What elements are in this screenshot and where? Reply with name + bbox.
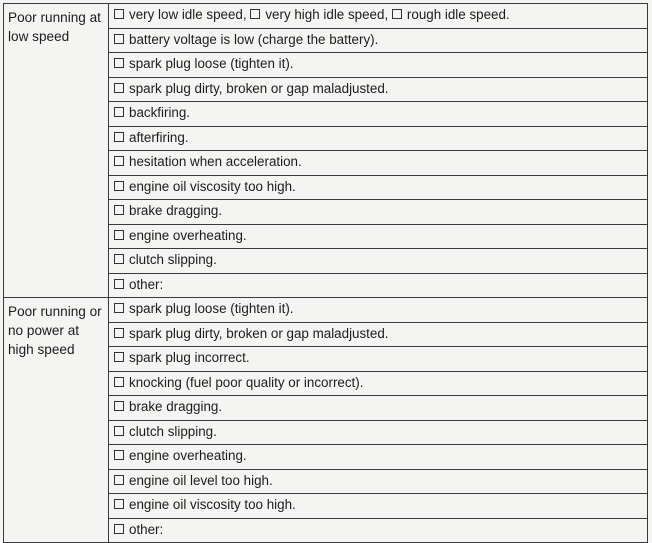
checklist-item-label: spark plug incorrect. xyxy=(129,350,250,365)
table-body xyxy=(4,4,648,543)
checkbox[interactable] xyxy=(114,401,124,411)
table-row xyxy=(4,298,648,323)
checklist-item xyxy=(109,77,648,102)
checkbox[interactable] xyxy=(114,377,124,387)
checklist-item-label: spark plug dirty, broken or gap maladjusted. xyxy=(129,325,389,341)
checklist-item xyxy=(109,518,648,543)
checkbox[interactable] xyxy=(114,279,124,289)
checklist-item-label: engine oil viscosity too high. xyxy=(129,497,296,512)
checklist-item xyxy=(109,298,648,323)
checklist-item-label: engine overheating. xyxy=(129,227,247,243)
checklist-item-label: spark plug loose (tighten it). xyxy=(129,301,294,316)
checkbox[interactable] xyxy=(114,34,124,44)
checklist-item xyxy=(109,200,648,225)
checkbox[interactable] xyxy=(114,524,124,534)
checkbox[interactable] xyxy=(114,254,124,264)
checklist-item xyxy=(109,4,648,29)
checkbox[interactable] xyxy=(114,303,124,313)
checkbox[interactable] xyxy=(114,9,124,19)
checklist-item-label: spark plug dirty, broken or gap maladjusted. xyxy=(129,80,389,96)
checklist-item xyxy=(109,445,648,470)
checklist-item xyxy=(109,322,648,347)
checkbox[interactable] xyxy=(114,328,124,338)
checklist-item xyxy=(109,224,648,249)
checkbox[interactable] xyxy=(114,450,124,460)
checkbox[interactable] xyxy=(114,156,124,166)
checkbox[interactable] xyxy=(114,205,124,215)
checklist-item-label: brake dragging. xyxy=(129,203,223,218)
checklist-item-label: knocking (fuel poor quality or incorrect). xyxy=(129,374,364,390)
checkbox[interactable] xyxy=(114,230,124,240)
checklist-item-label: engine overheating. xyxy=(129,448,247,463)
troubleshooting-table xyxy=(3,3,648,543)
checklist-item-label: afterfiring. xyxy=(129,129,189,145)
checkbox[interactable] xyxy=(114,352,124,362)
checkbox[interactable] xyxy=(392,9,402,19)
checklist-item xyxy=(109,151,648,176)
symptom-category: Poor running or no power at high speed xyxy=(4,298,109,543)
checklist-item-label: clutch slipping. xyxy=(129,423,217,439)
checklist-item xyxy=(109,53,648,78)
checkbox[interactable] xyxy=(114,132,124,142)
checklist-item-label: spark plug loose (tighten it). xyxy=(129,56,294,71)
checklist-item-label: very high idle speed, xyxy=(265,7,389,22)
checklist-item-label: engine oil viscosity too high. xyxy=(129,178,296,194)
checklist-item xyxy=(109,126,648,151)
checklist-item xyxy=(109,175,648,200)
checklist-item-label: engine oil level too high. xyxy=(129,472,273,488)
symptom-category: Poor running at low speed xyxy=(4,4,109,298)
checklist-item-label: battery voltage is low (charge the battery). xyxy=(129,31,379,47)
checkbox[interactable] xyxy=(114,181,124,191)
checklist-item xyxy=(109,249,648,274)
checklist-item xyxy=(109,420,648,445)
checklist-item-label: rough idle speed. xyxy=(406,7,510,22)
checklist-item xyxy=(109,371,648,396)
checklist-item-label: very low idle speed, xyxy=(129,7,247,22)
checklist-item xyxy=(109,347,648,372)
checklist-item xyxy=(109,28,648,53)
table-row xyxy=(4,4,648,29)
checklist-item xyxy=(109,469,648,494)
checkbox[interactable] xyxy=(114,107,124,117)
checklist-item-label: brake dragging. xyxy=(129,399,223,414)
checklist-item xyxy=(109,396,648,421)
checklist-item-label: other: xyxy=(129,276,164,292)
checkbox[interactable] xyxy=(114,499,124,509)
checkbox[interactable] xyxy=(114,475,124,485)
troubleshooting-sheet xyxy=(3,3,648,543)
checklist-item xyxy=(109,102,648,127)
checkbox[interactable] xyxy=(250,9,260,19)
checklist-item-label: hesitation when acceleration. xyxy=(129,154,302,169)
checklist-item xyxy=(109,494,648,519)
checkbox[interactable] xyxy=(114,83,124,93)
checkbox[interactable] xyxy=(114,58,124,68)
checklist-item-label: backfiring. xyxy=(129,105,191,120)
checklist-item xyxy=(109,273,648,298)
checkbox[interactable] xyxy=(114,426,124,436)
checklist-item-label: other: xyxy=(129,521,164,537)
checklist-item-label: clutch slipping. xyxy=(129,252,217,267)
